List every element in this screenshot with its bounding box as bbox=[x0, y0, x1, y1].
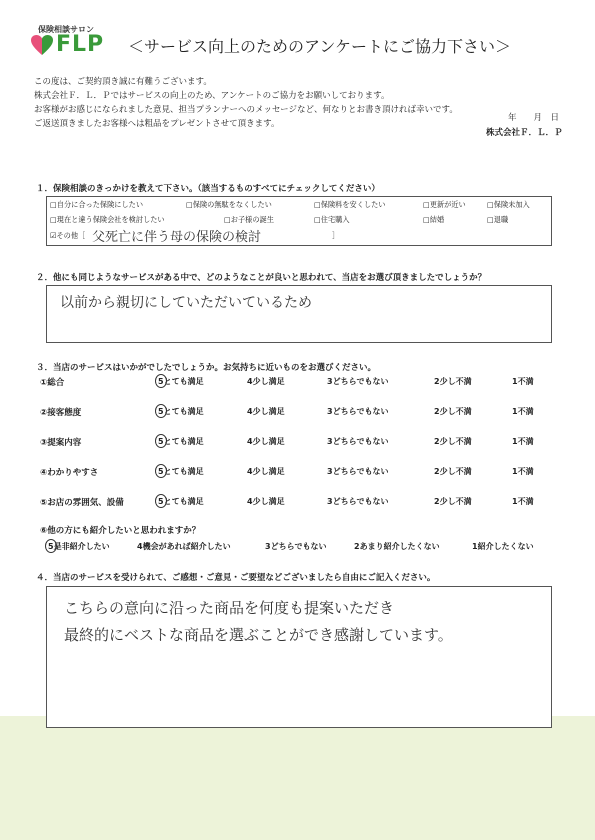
satisfaction-option[interactable]: 2少し不満 bbox=[434, 497, 472, 506]
satisfaction-option[interactable]: 4少し満足 bbox=[247, 377, 285, 386]
recommend-option[interactable]: 4機会があれば紹介したい bbox=[137, 542, 231, 551]
question-1-title: １．保険相談のきっかけを教えて下さい。（該当するものすべてにチェックしてください） bbox=[36, 184, 380, 194]
satisfaction-option[interactable]: 5とても満足 bbox=[158, 497, 204, 506]
option-other-close: ］ bbox=[332, 231, 340, 240]
selected-circle bbox=[45, 539, 57, 553]
option-checkbox[interactable]: □自分に合った保険にしたい bbox=[50, 200, 144, 209]
logo-text: FLP bbox=[56, 32, 105, 57]
handwritten-q4-line: 最終的にベストな商品を選ぶことができ感謝しています。 bbox=[64, 626, 453, 644]
satisfaction-option[interactable]: 5とても満足 bbox=[158, 437, 204, 446]
satisfaction-option[interactable]: 2少し不満 bbox=[434, 407, 472, 416]
handwritten-other-answer: 父死亡に伴う母の保険の検討 bbox=[92, 230, 262, 245]
question-4-title: ４．当店のサービスを受けられて、ご感想・ご意見・ご要望などございましたら自由にご記入ください。 bbox=[36, 573, 436, 583]
option-other-checkbox[interactable]: ☑その他［ bbox=[50, 231, 86, 240]
footer-band bbox=[0, 716, 595, 840]
satisfaction-option[interactable]: 5とても満足 bbox=[158, 407, 204, 416]
satisfaction-option[interactable]: 4少し満足 bbox=[247, 407, 285, 416]
question-3-title: ３．当店のサービスはいかがでしたでしょうか。お気持ちに近いものをお選びください。 bbox=[36, 363, 377, 373]
intro-line: 株式会社Ｆ．Ｌ．Ｐではサービスの向上のため、アンケートのご協力をお願いしております。 bbox=[34, 91, 390, 101]
satisfaction-option[interactable]: 1不満 bbox=[512, 377, 534, 386]
question-2-title: ２．他にも同じようなサービスがある中で、どのようなことが良いと思われて、当店をお選び頂きましたでしょうか？ bbox=[36, 273, 487, 283]
satisfaction-option[interactable]: 3どちらでもない bbox=[327, 437, 389, 446]
handwritten-q4-line: こちらの意向に沿った商品を何度も提案いただき bbox=[64, 599, 395, 617]
option-checkbox[interactable]: □現在と違う保険会社を検討したい bbox=[50, 215, 165, 224]
selected-circle bbox=[155, 404, 167, 418]
option-checkbox[interactable]: □結婚 bbox=[423, 215, 445, 224]
satisfaction-row-label: ①総合 bbox=[40, 378, 65, 388]
recommend-option[interactable]: 2あまり紹介したくない bbox=[354, 542, 440, 551]
option-checkbox[interactable]: □保険の無駄をなくしたい bbox=[186, 200, 272, 209]
heart-logo-icon bbox=[30, 34, 54, 56]
intro-line: お客様がお感じになられました意見、担当プランナーへのメッセージなど、何なりとお書き頂ければ幸いです。 bbox=[34, 105, 458, 115]
satisfaction-option[interactable]: 3どちらでもない bbox=[327, 407, 389, 416]
satisfaction-option[interactable]: 2少し不満 bbox=[434, 467, 472, 476]
company-name: 株式会社Ｆ．Ｌ．Ｐ bbox=[486, 128, 563, 138]
satisfaction-option[interactable]: 5とても満足 bbox=[158, 467, 204, 476]
date-line: 年 月 日 bbox=[508, 113, 560, 123]
intro-line: ご返送頂きましたお客様へは粗品をプレゼントさせて頂きます。 bbox=[34, 119, 280, 129]
option-checkbox[interactable]: □住宅購入 bbox=[314, 215, 350, 224]
selected-circle bbox=[155, 494, 167, 508]
satisfaction-option[interactable]: 4少し満足 bbox=[247, 497, 285, 506]
satisfaction-option[interactable]: 3どちらでもない bbox=[327, 377, 389, 386]
satisfaction-option[interactable]: 1不満 bbox=[512, 467, 534, 476]
satisfaction-row-label: ②接客態度 bbox=[40, 408, 82, 418]
satisfaction-option[interactable]: 2少し不満 bbox=[434, 437, 472, 446]
logo-subtitle: 保険相談サロン bbox=[38, 25, 94, 34]
option-checkbox[interactable]: □保険未加入 bbox=[487, 200, 530, 209]
intro-line: この度は、ご契約頂き誠に有難うございます。 bbox=[34, 77, 212, 87]
option-checkbox[interactable]: □更新が近い bbox=[423, 200, 466, 209]
recommend-option[interactable]: 3どちらでもない bbox=[265, 542, 327, 551]
recommend-option[interactable]: 5是非紹介したい bbox=[48, 542, 110, 551]
satisfaction-option[interactable]: 4少し満足 bbox=[247, 437, 285, 446]
option-checkbox[interactable]: □お子様の誕生 bbox=[224, 215, 274, 224]
satisfaction-option[interactable]: 5とても満足 bbox=[158, 377, 204, 386]
satisfaction-row-label: ⑤お店の雰囲気、設備 bbox=[40, 498, 124, 508]
satisfaction-row-label: ③提案内容 bbox=[40, 438, 82, 448]
satisfaction-option[interactable]: 3どちらでもない bbox=[327, 497, 389, 506]
option-checkbox[interactable]: □保険料を安くしたい bbox=[314, 200, 386, 209]
selected-circle bbox=[155, 374, 167, 388]
satisfaction-option[interactable]: 1不満 bbox=[512, 437, 534, 446]
selected-circle bbox=[155, 434, 167, 448]
satisfaction-option[interactable]: 2少し不満 bbox=[434, 377, 472, 386]
satisfaction-row-label: ④わかりやすさ bbox=[40, 468, 99, 478]
satisfaction-option[interactable]: 3どちらでもない bbox=[327, 467, 389, 476]
page-title: ＜サービス向上のためのアンケートにご協力下さい＞ bbox=[128, 37, 512, 56]
satisfaction-option[interactable]: 1不満 bbox=[512, 497, 534, 506]
selected-circle bbox=[155, 464, 167, 478]
satisfaction-option[interactable]: 1不満 bbox=[512, 407, 534, 416]
recommend-option[interactable]: 1紹介したくない bbox=[472, 542, 534, 551]
option-checkbox[interactable]: □退職 bbox=[487, 215, 509, 224]
recommend-question: ⑥他の方にも紹介したいと思われますか？ bbox=[40, 526, 201, 536]
handwritten-q2-answer: 以前から親切にしていただいているため bbox=[60, 295, 312, 311]
satisfaction-option[interactable]: 4少し満足 bbox=[247, 467, 285, 476]
